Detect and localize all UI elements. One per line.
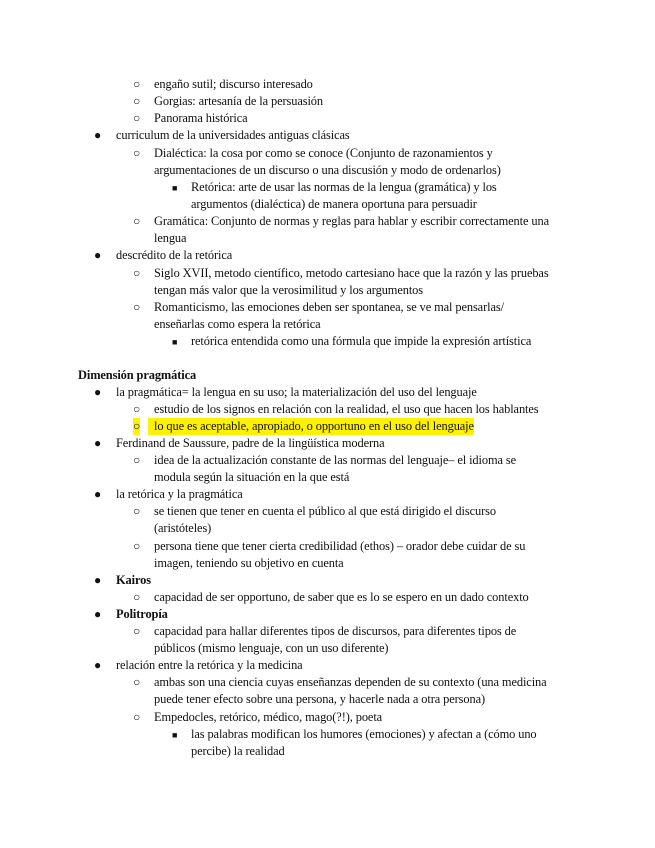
bullet-l2: ○ [133,710,141,724]
bullet-l1: ● [94,248,102,262]
bullet-l1: ● [94,436,102,450]
text-line: modula según la situación en la que está [154,470,350,484]
text-line: idea de la actualización constante de las normas del lenguaje– el idioma se [154,453,517,467]
bullet-l1: ● [94,128,102,142]
text-line: imagen, teniendo su objetivo en cuenta [154,556,344,570]
bullet-l2: ○ [133,453,141,467]
bullet-l3: ■ [172,337,178,347]
bullet-l1: ● [94,487,102,501]
text-line: capacidad para hallar diferentes tipos de discursos, para diferentes tipos de [154,624,517,638]
text-line: ambas son una ciencia cuyas enseñanzas dependen de su contexto (una medicina [154,675,547,689]
term-kairos: Kairos [116,573,151,587]
text-line: Empedocles, retórico, médico, mago(?!), poeta [154,710,383,724]
text-line: argumentaciones de un discurso o una discusión y modo de ordenarlos) [154,163,501,177]
bullet-l2: ○ [133,624,141,638]
text-line: Panorama histórica [154,111,248,125]
text-line: Gramática: Conjunto de normas y reglas para hablar y escribir correctamente una [154,214,549,228]
bullet-l2: ○ [133,111,141,125]
bullet-l2: ○ [133,402,141,416]
bullet-l2: ○ [133,539,141,553]
text-line: Romanticismo, las emociones deben ser spontanea, se ve mal pensarlas/ [154,300,504,314]
text-line: puede tener efecto sobre una persona, y hacerle nada a otra persona) [154,692,486,706]
text-line: argumentos (dialéctica) de manera oportuna para persuadir [191,197,477,211]
text-line: engaño sutil; discurso interesado [154,77,313,91]
bullet-l2: ○ [133,590,141,604]
text-line: Ferdinand de Saussure, padre de la lingüística moderna [116,436,385,450]
text-line: Gorgias: artesanía de la persuasión [154,94,323,108]
text-line: retórica entendida como una fórmula que impide la expresión artística [191,334,532,348]
bullet-l2: ○ [133,146,141,160]
bullet-l1: ● [94,573,102,587]
section-heading: Dimensión pragmática [78,368,197,382]
bullet-l2: ○ [133,504,141,518]
bullet-l1: ● [94,607,102,621]
bullet-l2: ○ [133,266,141,280]
bullet-l3: ■ [172,730,178,740]
text-line: tengan más valor que la verosimilitud y los argumentos [154,283,423,297]
text-line: la retórica y la pragmática [116,487,243,501]
text-line: capacidad de ser opportuno, de saber que es lo se espero en un dado contexto [154,590,529,604]
bullet-l2: ○ [133,675,141,689]
text-line: Dialéctica: la cosa por como se conoce (Conjunto de razonamientos y [154,146,493,160]
text-line: públicos (mismo lenguaje, con un uso diferente) [154,641,389,655]
text-line: (aristóteles) [154,521,212,535]
bullet-l1: ● [94,385,102,399]
text-line: enseñarlas como espera la retórica [154,317,321,331]
bullet-l3: ■ [172,183,178,193]
text-line: Retórica: arte de usar las normas de la lengua (gramática) y los [191,180,497,194]
text-line: se tienen que tener en cuenta el público al que está dirigido el discurso [154,504,496,518]
bullet-l1: ● [94,658,102,672]
text-line: lengua [154,231,187,245]
text-line: la pragmática= la lengua en su uso; la materialización del uso del lenguaje [116,385,477,399]
text-line: percibe) la realidad [191,744,285,758]
term-politropia: Politropía [116,607,168,621]
bullet-l2: ○ [133,77,141,91]
text-line: las palabras modifican los humores (emociones) y afectan a (cómo uno [191,727,537,741]
text-line: descrédito de la retórica [116,248,233,262]
text-line: curriculum de la universidades antiguas clásicas [116,128,350,142]
text-line: estudio de los signos en relación con la realidad, el uso que hacen los hablantes [154,402,539,416]
bullet-l2: ○ [133,419,141,433]
text-line: persona tiene que tener cierta credibilidad (ethos) – orador debe cuidar de su [154,539,526,553]
bullet-l2: ○ [133,94,141,108]
text-line: Siglo XVII, metodo científico, metodo cartesiano hace que la razón y las pruebas [154,266,549,280]
text-line: relación entre la retórica y la medicina [116,658,303,672]
bullet-l2: ○ [133,300,141,314]
highlighted-text-line: lo que es aceptable, apropiado, o opportuno en el uso del lenguaje [148,418,474,435]
bullet-l2: ○ [133,214,141,228]
